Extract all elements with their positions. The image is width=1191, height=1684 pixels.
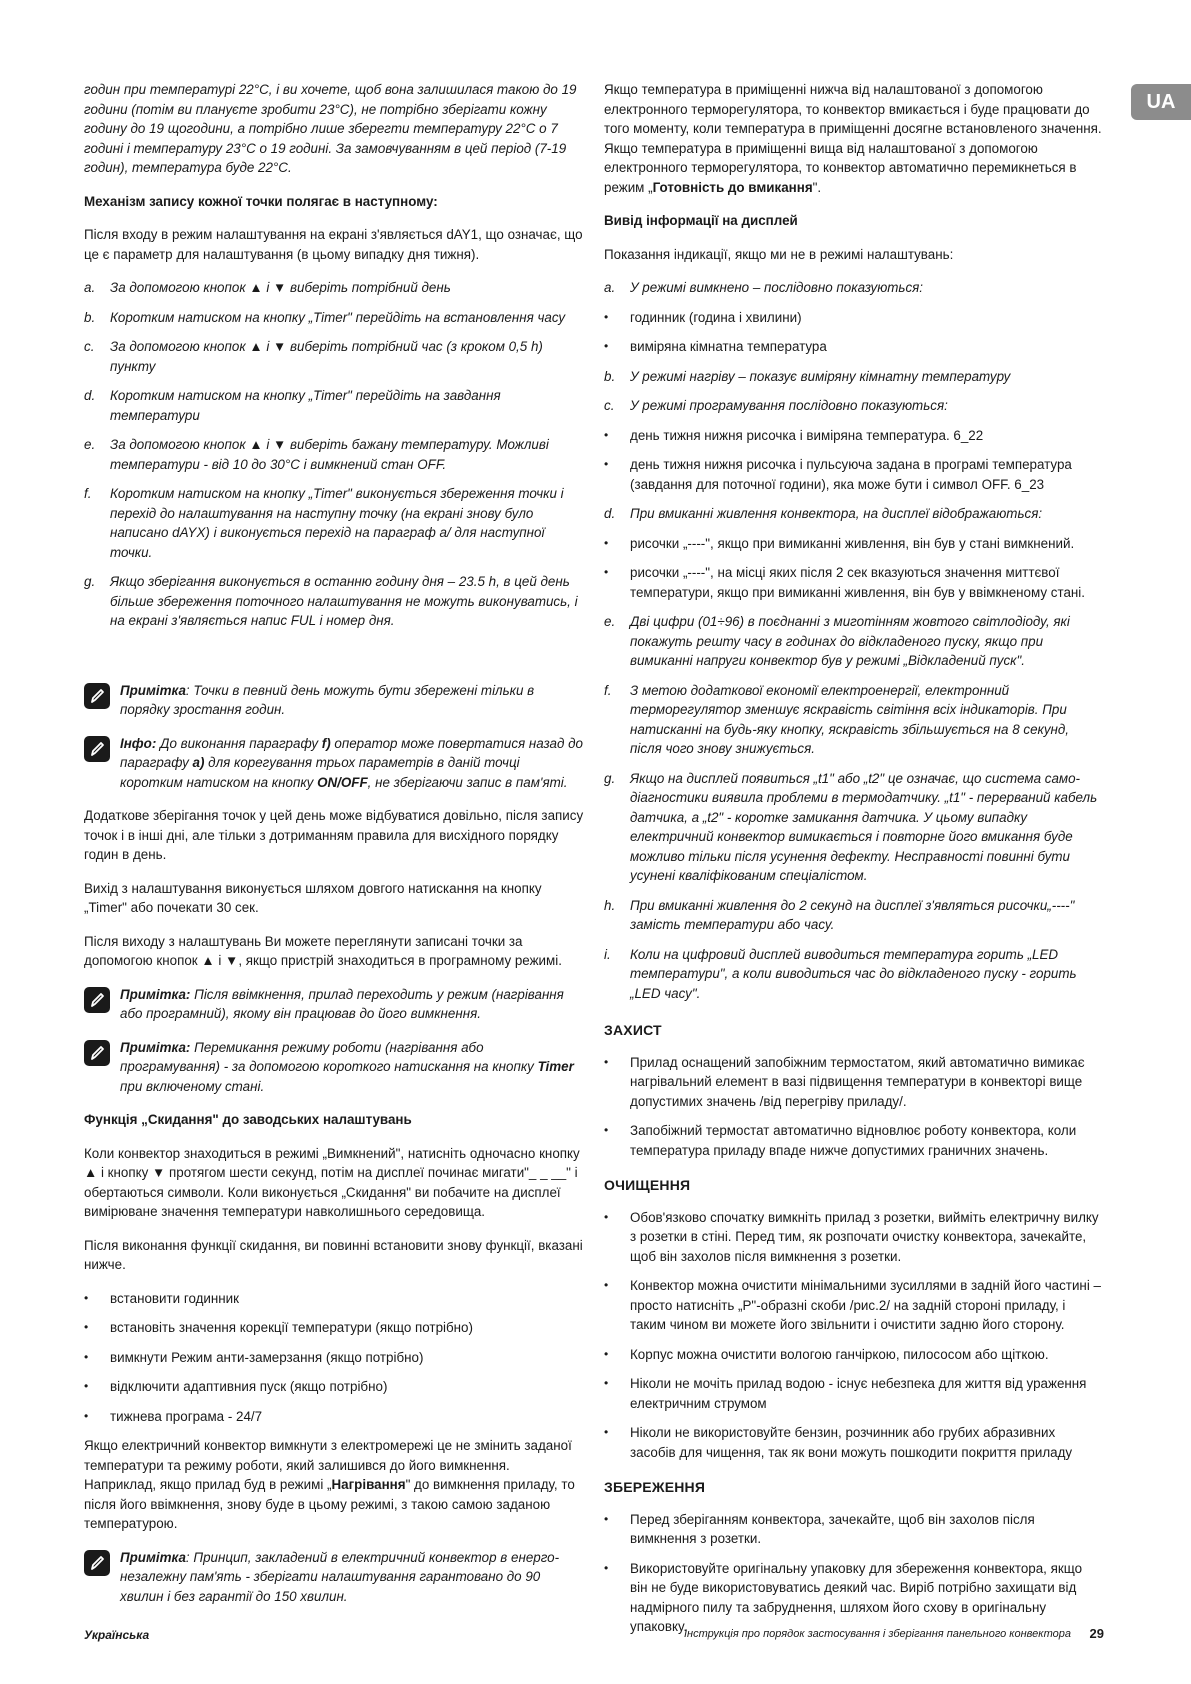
list-item: • Корпус можна очистити вологою ганчіркою, пилососом або щіткою. xyxy=(604,1346,1049,1362)
list-item: • Перед зберіганням конвектора, зачекайте, щоб він захолов після вимкнення з розетки. xyxy=(604,1511,1035,1546)
list-item: • Запобіжний термостат автоматично відновлює роботу конвектора, коли температура приладу впаде нижче допустимих граничних значень. xyxy=(604,1123,1077,1158)
list-item: i. Коли на цифровий дисплей виводиться температура горить „LED температури", а коли виводиться час до відкладеного пуску - горить „LED часу". xyxy=(604,946,1077,1001)
list-item: • вимкнути Режим анти-замерзання (якщо потрібно) xyxy=(84,1349,424,1365)
list-item: • тижнева програма - 24/7 xyxy=(84,1408,263,1424)
list-item: • рисочки „----", якщо при вимиканні живлення, він був у стані вимкнений. xyxy=(604,535,1075,551)
intro-paragraph: Якщо температура в приміщенні нижча від налаштованої з допомогою електронного терморегулятора, то конвектор вмикається і буде працювати до того моменту, коли температура в приміщенні досягне встановленого значення. Якщо температура в приміщенні вища від налаштованої з допомогою електронного терморегулятора, то конвектор автоматично перемикнеться в режим „Готовність до вмикання". xyxy=(604,82,1102,195)
reset-text: Коли конвектор знаходиться в режимі „Вимкнений", натисніть одночасно кнопку ▲ і кнопку ▼ протягом шести секунд, потім на дисплеї починає мигати"_ _ __" і обертаються символи. Коли виконується „Скидання" ви побачите на дисплеї вимірюване значення температури навколишнього середовища. xyxy=(84,1145,580,1219)
note-box: Примітка: Перемикання режиму роботи (нагрівання або програмування) - за допомогою короткого натискання на кнопку Timer при включеному стані. xyxy=(84,1038,584,1097)
list-item: g. Якщо зберігання виконується в останню годину дня – 23.5 h, в цей день більше збереження поточного налаштування не можуть виконуватись, і на екрані з'являється напис FUL і номер дня. xyxy=(84,574,578,628)
list-item: f. Коротким натиском на кнопку „Timer" виконується збереження точки і перехід до налаштування на наступну точку (на екрані знову було написано dAYX) і виконується перехід на параграф а/ для наступної точки. xyxy=(84,486,564,560)
left-column xyxy=(84,80,584,1620)
storage-heading: ЗБЕРЕЖЕННЯ xyxy=(604,1479,706,1495)
review-paragraph: Після виходу з налаштувань Ви можете переглянути записані точки за допомогою кнопок ▲ і ▼, якщо пристрій знаходиться в програмному режимі. xyxy=(84,933,562,968)
reset-bullet-list xyxy=(84,1289,584,1427)
protection-list xyxy=(604,1053,1102,1161)
mechanism-text: Після входу в режим налаштування на екрані з'являється dAY1, що означає, що це є параметр для налаштування (в цьому випадку дня тижня). xyxy=(84,227,583,262)
list-item: a. За допомогою кнопок ▲ і ▼ виберіть потрібний день xyxy=(84,280,451,295)
display-heading: Вивід інформації на дисплей xyxy=(604,213,798,228)
pencil-note-icon xyxy=(84,1550,110,1576)
footer-title: Інструкція про порядок застосування і зберігання панельного конвектора xyxy=(683,1628,1071,1640)
reset-heading: Функція „Скидання" до заводських налаштувань xyxy=(84,1112,412,1127)
cleaning-list xyxy=(604,1208,1102,1463)
power-paragraph: Якщо електричний конвектор вимкнути з електромережі це не змінить заданої температури та режиму роботи, який залишився до його вимкнення. Наприклад, якщо прилад буд в режимі „Нагрівання" до вимкнення приладу, то після його ввімкнення, знову буде в цьому режимі, з такою самою заданою температурою. xyxy=(84,1438,575,1531)
pencil-note-icon xyxy=(84,987,110,1013)
list-item: e. Дві цифри (01÷96) в поєднанні з миготінням жовтого світлодіоду, які покажуть решту часу в годинах до відкладеного пуску, якщо при вимиканні напруги конвектор був у режимі „Відкладений пуск". xyxy=(604,614,1070,668)
protection-heading: ЗАХИСТ xyxy=(604,1022,662,1038)
list-item: h. При вмиканні живлення до 2 секунд на дисплеї з'являться рисочки„----" замість температури або часу. xyxy=(604,897,1075,932)
storage-list xyxy=(604,1510,1102,1637)
list-item: • рисочки „----", на місці яких після 2 сек вказуються значення миттєвої температури, якщо при вимиканні живлення, він був у ввімкненому стані. xyxy=(604,565,1085,600)
list-item: • Ніколи не мочіть прилад водою - існує небезпека для життя від ураження електричним струмом xyxy=(604,1376,1087,1411)
list-item: • Ніколи не використовуйте бензин, розчинник або грубих абразивних засобів для чищення, так як вони можуть пошкодити покриття приладу xyxy=(604,1425,1073,1460)
list-item: • встановити годинник xyxy=(84,1290,240,1306)
list-item: c. У режимі програмування послідовно показуються: xyxy=(604,398,948,413)
footer-language: Українська xyxy=(84,1628,150,1642)
intro-paragraph: годин при температурі 22°С, і ви хочете, щоб вона залишилася такою до 19 години (потім ви плануєте зробити 23°С), не потрібно зберігати кожну годину до 19 щогодини, а потрібно лише зберегти температуру 22°С о 7 годині і температуру 23°С о 19 годині. За замовчуванням в цей період (7-19 годин), температура буде 22°С. xyxy=(84,82,577,175)
display-list xyxy=(604,278,1102,1003)
pencil-note-icon xyxy=(84,1040,110,1066)
after-reset-text: Після виконання функції скидання, ви повинні встановити знову функції, вказані нижче. xyxy=(84,1237,583,1272)
list-item: a. У режимі вимкнено – послідовно показуються: xyxy=(604,280,924,295)
list-item: • годинник (година і хвилини) xyxy=(604,309,802,325)
pencil-note-icon xyxy=(84,683,110,709)
list-item: • відключити адаптивния пуск (якщо потрібно) xyxy=(84,1379,388,1394)
note-box: Примітка: Після ввімкнення, прилад переходить у режим (нагрівання або програмний), якому він працював до його вимкнення. xyxy=(84,985,584,1024)
cleaning-heading: ОЧИЩЕННЯ xyxy=(604,1177,691,1193)
language-badge: UA xyxy=(1131,84,1191,120)
list-item: • Прилад оснащений запобіжним термостатом, який автоматично вимикає нагрівальний елемент в вазі підвищення температури в конвекторі вище допустимих значень /від перегріву приладу/. xyxy=(604,1054,1085,1109)
display-text: Показання індикації, якщо ми не в режимі налаштувань: xyxy=(604,246,954,262)
list-item: b. У режимі нагріву – показує виміряну кімнатну температуру xyxy=(604,368,1011,384)
list-item: • день тижня нижня рисочка і виміряна температура. 6_22 xyxy=(604,427,984,443)
list-item: • встановіть значення корекції температури (якщо потрібно) xyxy=(84,1320,473,1335)
list-item: c. За допомогою кнопок ▲ і ▼ виберіть потрібний час (з кроком 0,5 h) пункту xyxy=(84,339,543,374)
list-item: • Обов'язково спочатку вимкніть прилад з розетки, вийміть електричну вилку з розетки в стіні. Перед тим, як розпочати очистку конвектора, зачекайте, щоб він захолов після вимкнення з розетки. xyxy=(604,1209,1099,1264)
additional-paragraph: Додаткове зберігання точок у цей день може відбуватися довільно, після запису точок і в інші дні, але тільки з дотриманням правила для висхідного порядку годин в день. xyxy=(84,808,584,862)
pencil-note-icon xyxy=(84,736,110,762)
info-box: Інфо: До виконання параграфу f) оператор може повертатися назад до параграфу а) для корегування трьох параметрів в даній точці коротким натиском на кнопку ON/OFF, не зберігаючи запис в пам'яті. xyxy=(84,734,584,793)
page-number: 29 xyxy=(1089,1626,1104,1641)
steps-list xyxy=(84,278,584,631)
mechanism-heading: Механізм запису кожної точки полягає в наступному: xyxy=(84,193,438,209)
list-item: d. Коротким натиском на кнопку „Timer" перейдіть на завдання температури xyxy=(84,388,501,423)
list-item: • виміряна кімнатна температура xyxy=(604,339,827,354)
list-item: • Конвектор можна очистити мінімальними зусиллями в задній його частині – просто натисніть „Р"-образні скоби /рис.2/ на задній стороні приладу, і таким чином ви можете його звільнити і очистити задню його сторону. xyxy=(604,1278,1101,1332)
list-item: g. Якщо на дисплей появиться „t1" або „t2" це означає, що система само-діагностики виявила проблеми в термодатчику. „t1" - перерваний кабель датчика, а „t2" - коротке замикання датчика. У цьому випадку електричний конвектор вимикається і повторне його вмикання буде можливо тільки після усунення дефекту. Несправності повинні бути усунені кваліфікованим спеціалістом. xyxy=(604,770,1098,883)
list-item: • день тижня нижня рисочка і пульсуюча задана в програмі температура (завдання для поточної години), яка може бути і символ OFF. 6_23 xyxy=(604,457,1072,492)
note-box: Примітка: Принцип, закладений в електричний конвектор в енерго-незалежну пам'ять - зберігати налаштування гарантовано до 90 хвилин і без гарантії до 150 хвилин. xyxy=(84,1548,584,1607)
list-item: d. При вмиканні живлення конвектора, на дисплеї відображаються: xyxy=(604,506,1043,521)
right-column xyxy=(604,80,1102,1647)
list-item: b. Коротким натиском на кнопку „Timer" перейдіть на встановлення часу xyxy=(84,309,566,325)
list-item: • Використовуйте оригінальну упаковку для збереження конвектора, якщо він не буде використовуватись деякий час. Виріб потрібно захищати від надмірного пилу та забруднення, шляхом його схову в оригінальну упаковку. xyxy=(604,1560,1083,1634)
note-box: Примітка: Точки в певний день можуть бути збережені тільки в порядку зростання годин. xyxy=(84,681,584,720)
list-item: f. З метою додаткової економії електроенергії, електронний терморегулятор зменшує яскравість світіння всіх індикаторів. При натисканні на будь-яку кнопку, яскравість збільшується на 8 секунд, після чого знову знижується. xyxy=(604,682,1070,756)
list-item: e. За допомогою кнопок ▲ і ▼ виберіть бажану температуру. Можливі температури - від 10 до 30°С і вимкнений стан OFF. xyxy=(84,437,549,472)
exit-paragraph: Вихід з налаштування виконується шляхом довгого натискання на кнопку „Timer" або почекати 30 сек. xyxy=(84,880,542,915)
